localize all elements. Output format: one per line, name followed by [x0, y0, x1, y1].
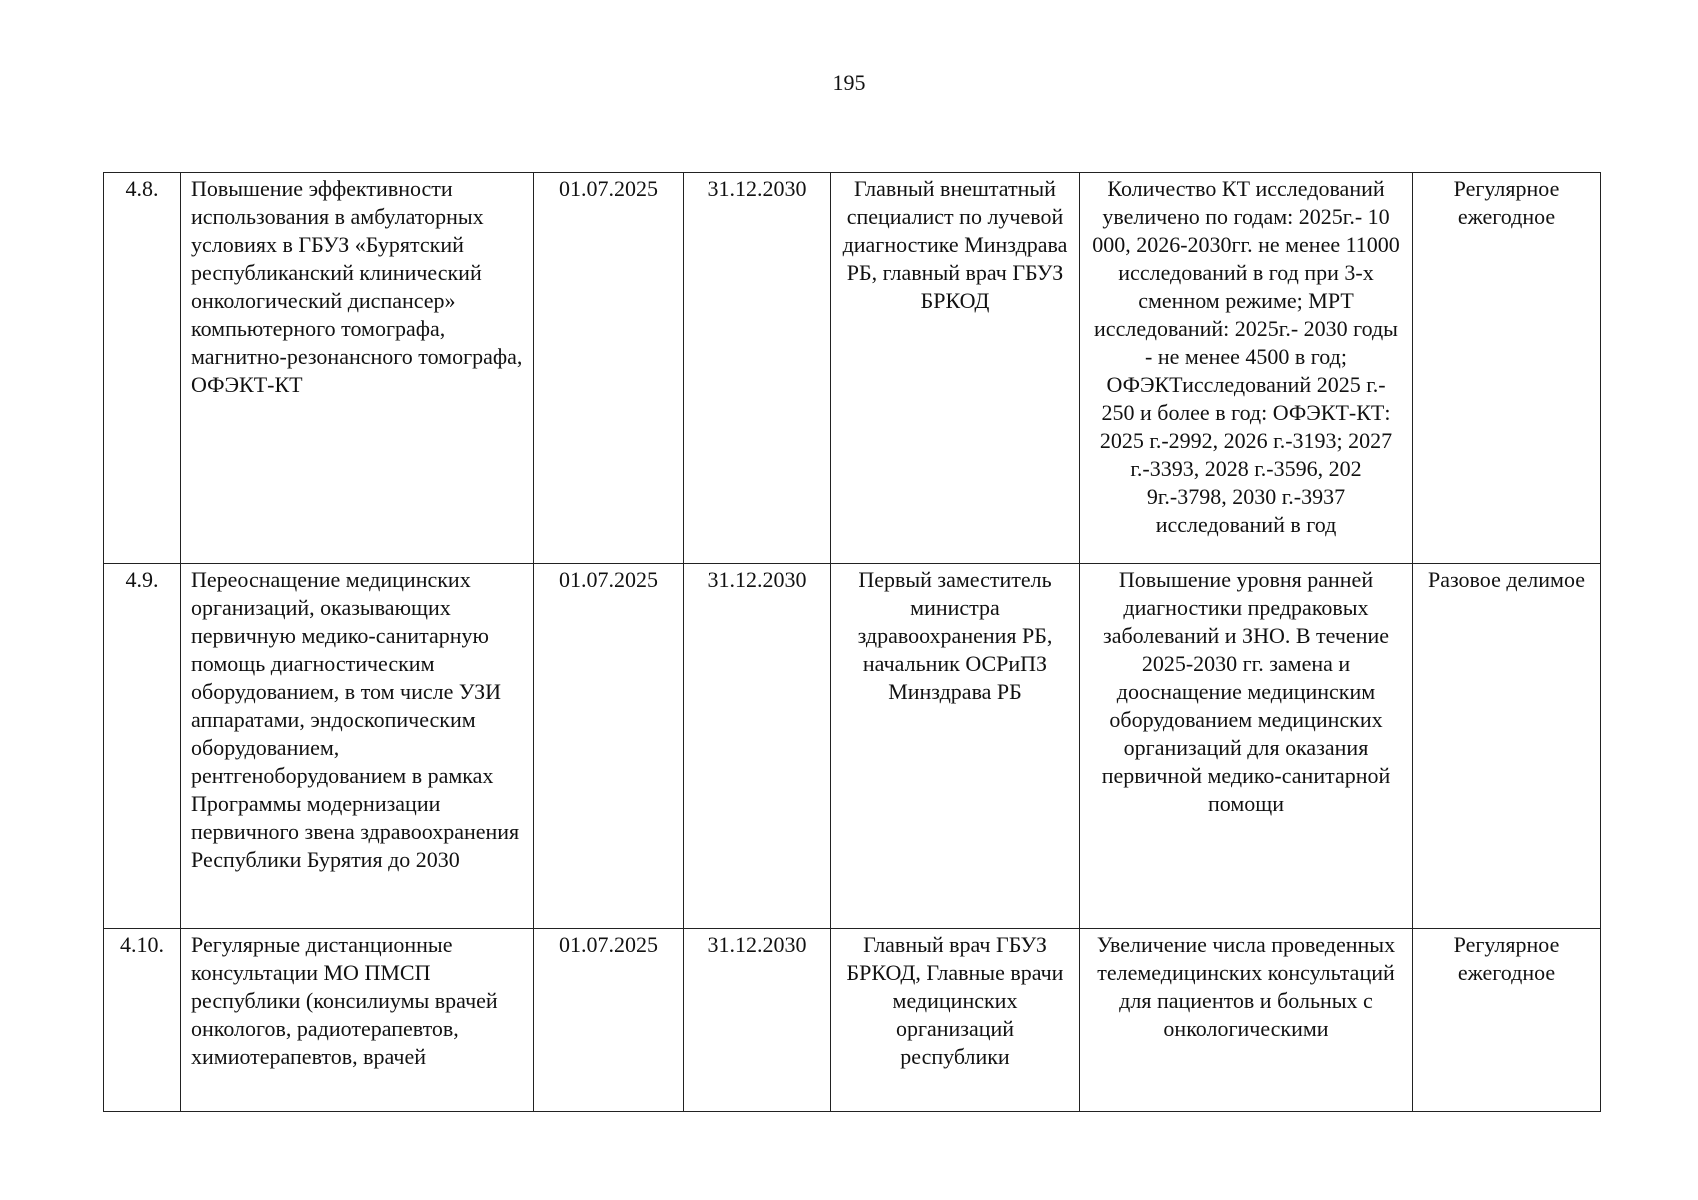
- start-date: 01.07.2025: [559, 567, 658, 592]
- expected-result: Количество КТ исследований увеличено по годам: 2025г.- 10 000, 2026-2030гг. не менее 11000 исследований в год при 3-х сменном режиме; МРТ исследований: 2025г.- 2030 годы - не менее 4500 в год; ОФЭКТисследований 2025 г.- 250 и более в год: ОФЭКТ-КТ: 2025 г.-2992, 2026 г.-3193; 2027 г.-3393, 2028 г.-3596, 202 9г.-3798, 2030 г.-3937 исследований в год: [1092, 176, 1400, 537]
- responsible-person: Первый заместитель министра здравоохранения РБ, начальник ОСРиПЗ Минздрава РБ: [857, 567, 1053, 704]
- responsible-person: Главный врач ГБУЗ БРКОД, Главные врачи медицинских организаций республики: [846, 932, 1064, 1069]
- item-number-cell: [104, 173, 181, 564]
- end-date: 31.12.2030: [707, 176, 807, 201]
- responsible-cell: [831, 929, 1080, 1112]
- start-date-cell: [534, 173, 684, 564]
- start-date: 01.07.2025: [559, 932, 658, 957]
- expected-result: Повышение уровня ранней диагностики предраковых заболеваний и ЗНО. В течение 2025-2030 гг. замена и дооснащение медицинским оборудованием медицинских организаций для оказания первичной медико-санитарной помощи: [1101, 567, 1391, 816]
- result-cell: [1080, 173, 1413, 564]
- end-date-cell: [684, 173, 831, 564]
- table-row: [104, 929, 1601, 1112]
- start-date-cell: [534, 929, 684, 1112]
- measure-name: Регулярные дистанционные консультации МО ПМСП республики (консилиумы врачей онкологов, радиотерапевтов, химиотерапевтов, врачей: [191, 932, 498, 1069]
- measure-name-cell: [181, 173, 534, 564]
- measure-type-cell: [1413, 564, 1601, 929]
- measure-name-cell: [181, 929, 534, 1112]
- responsible-cell: [831, 173, 1080, 564]
- responsible-person: Главный внештатный специалист по лучевой диагностике Минздрава РБ, главный врач ГБУЗ БРКОД: [842, 176, 1068, 313]
- table-row: [104, 173, 1601, 564]
- measure-type: Регулярное ежегодное: [1453, 932, 1560, 985]
- responsible-cell: [831, 564, 1080, 929]
- item-number-cell: [104, 929, 181, 1112]
- end-date-cell: [684, 564, 831, 929]
- measure-name: Переоснащение медицинских организаций, оказывающих первичную медико-санитарную помощь диагностическим оборудованием, в том числе УЗИ аппаратами, эндоскопическим оборудованием, рентгеноборудованием в рамках Программы модернизации первичного звена здравоохранения Республики Бурятия до 2030: [191, 567, 520, 872]
- table-row: [104, 564, 1601, 929]
- result-cell: [1080, 929, 1413, 1112]
- measures-table: [103, 172, 1601, 1112]
- page-number: 195: [832, 70, 866, 95]
- result-cell: [1080, 564, 1413, 929]
- measure-type-cell: [1413, 929, 1601, 1112]
- measure-name: Повышение эффективности использования в амбулаторных условиях в ГБУЗ «Бурятский республиканский клинический онкологический диспансер» компьютерного томографа, магнитно-резонансного томографа, ОФЭКТ-КТ: [191, 176, 523, 397]
- item-number: 4.9.: [125, 567, 159, 592]
- measure-type-cell: [1413, 173, 1601, 564]
- item-number: 4.8.: [125, 176, 159, 201]
- end-date: 31.12.2030: [707, 932, 807, 957]
- end-date-cell: [684, 929, 831, 1112]
- expected-result: Увеличение числа проведенных телемедицинских консультаций для пациентов и больных с онкологическими: [1096, 932, 1396, 1041]
- measure-type: Регулярное ежегодное: [1453, 176, 1560, 229]
- item-number: 4.10.: [120, 932, 164, 957]
- measure-name-cell: [181, 564, 534, 929]
- item-number-cell: [104, 564, 181, 929]
- start-date-cell: [534, 564, 684, 929]
- measure-type: Разовое делимое: [1428, 567, 1585, 592]
- start-date: 01.07.2025: [559, 176, 658, 201]
- end-date: 31.12.2030: [707, 567, 807, 592]
